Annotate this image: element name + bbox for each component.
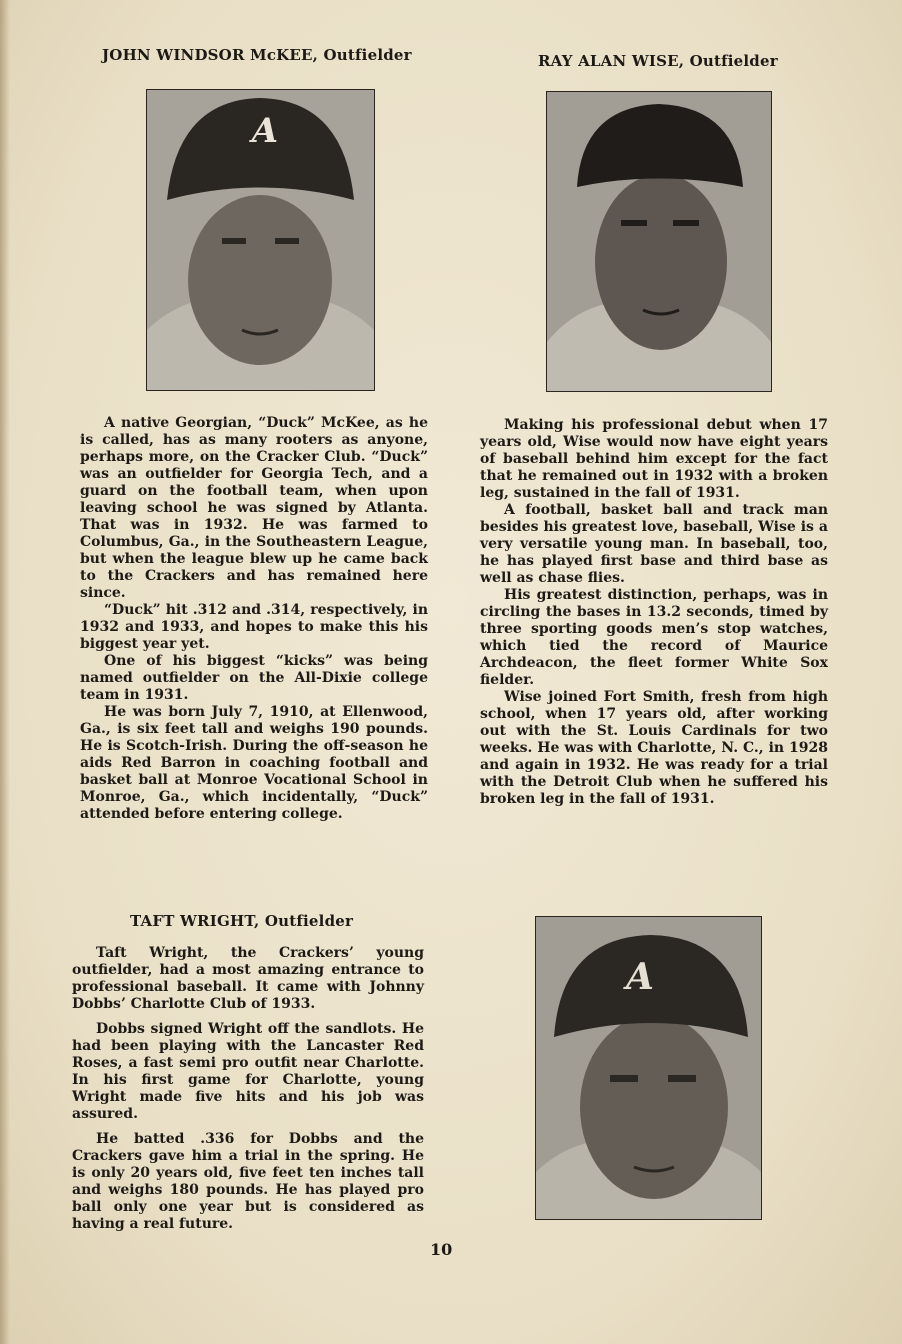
bio-paragraph: A native Georgian, “Duck” McKee, as he is called, has as many rooters as anyone, perhaps more, on the Cracker Club. “Duck” was an outfielder for Georgia Tech, and a guard on the football team, when upon leaving school he was signed by Atlanta. That was in 1932. He was farmed to Columbus, Ga., in the Southeastern League, but when the league blew up he came back to the Crackers and has remained here since. — [80, 415, 428, 601]
bio-paragraph: Making his professional debut when 17 years old, Wise would now have eight years of baseball behind him except for the fact that he remained out in 1932 with a broken leg, sustained in the fall of 1931. — [480, 417, 828, 501]
player-heading-wright: TAFT WRIGHT, Outfielder — [130, 912, 354, 930]
player-photo-wright — [535, 916, 762, 1220]
player-bio-wright — [72, 945, 424, 1233]
bio-paragraph: One of his biggest “kicks” was being named outfielder on the All-Dixie college team in 1931. — [80, 653, 428, 703]
bio-paragraph: A football, basket ball and track man besides his greatest love, baseball, Wise is a very versatile young man. In baseball, too, he has played first base and third base as well as chase flies. — [480, 502, 828, 586]
cap-letter-mckee: A — [251, 111, 279, 151]
player-heading-wise: RAY ALAN WISE, Outfielder — [538, 52, 778, 70]
page-spine-shadow — [0, 0, 10, 1344]
bio-paragraph: Wise joined Fort Smith, fresh from high school, when 17 years old, after working out with the St. Louis Cardinals for two weeks. He was with Charlotte, N. C., in 1928 and again in 1932. He was ready for a trial with the Detroit Club when he suffered his broken leg in the fall of 1931. — [480, 689, 828, 807]
player-bio-wise — [480, 417, 828, 808]
bio-paragraph: He batted .336 for Dobbs and the Crackers gave him a trial in the spring. He is only 20 years old, five feet ten inches tall and weighs 180 pounds. He has played pro ball only one year but is considered as having a real future. — [72, 1131, 424, 1232]
player-photo-mckee — [146, 89, 375, 391]
bio-paragraph: He was born July 7, 1910, at Ellenwood, Ga., is six feet tall and weighs 190 pounds. He is Scotch-Irish. During the off-season he aids Red Barron in coaching football and basket ball at Monroe Vocational School in Monroe, Ga., which incidentally, “Duck” attended before entering college. — [80, 704, 428, 822]
bio-paragraph: Taft Wright, the Crackers’ young outfielder, had a most amazing entrance to professional baseball. It came with Johnny Dobbs’ Charlotte Club of 1933. — [72, 945, 424, 1012]
player-portrait-wise — [547, 92, 771, 391]
player-portrait-wright — [536, 917, 761, 1219]
cap-letter-wright: A — [626, 956, 654, 998]
player-heading-mckee: JOHN WINDSOR McKEE, Outfielder — [102, 46, 412, 64]
player-bio-mckee — [80, 415, 428, 823]
player-portrait-mckee — [147, 90, 374, 390]
bio-paragraph: His greatest distinction, perhaps, was in circling the bases in 13.2 seconds, timed by three sporting goods men’s stop watches, which tied the record of Maurice Archdeacon, the fleet former White Sox fielder. — [480, 587, 828, 688]
bio-paragraph: “Duck” hit .312 and .314, respectively, in 1932 and 1933, and hopes to make this his biggest year yet. — [80, 602, 428, 652]
page-number: 10 — [430, 1240, 453, 1259]
player-photo-wise — [546, 91, 772, 392]
bio-paragraph: Dobbs signed Wright off the sandlots. He had been playing with the Lancaster Red Roses, a fast semi pro outfit near Charlotte. In his first game for Charlotte, young Wright made five hits and his job was assured. — [72, 1021, 424, 1122]
